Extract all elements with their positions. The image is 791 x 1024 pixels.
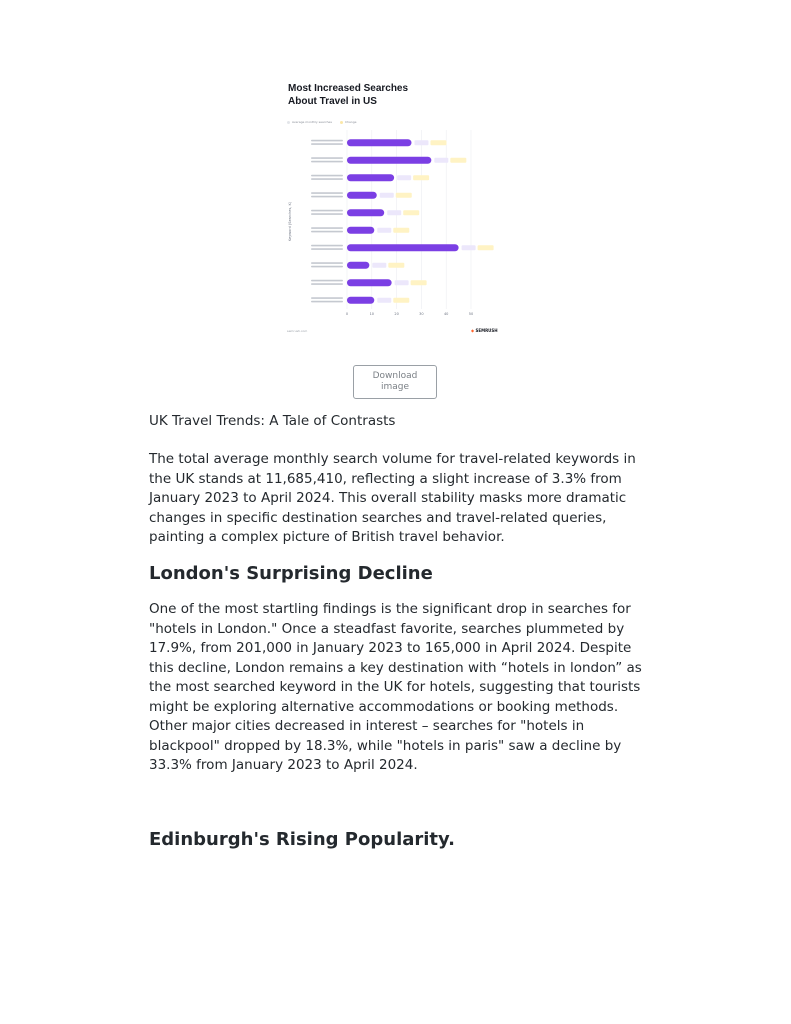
category-label xyxy=(311,301,343,303)
category-label xyxy=(311,192,343,194)
data-label xyxy=(462,245,476,250)
data-label xyxy=(397,175,411,180)
bar-chart xyxy=(281,126,511,316)
data-label xyxy=(380,193,394,198)
change-label xyxy=(393,298,409,303)
change-label xyxy=(403,210,419,215)
bar xyxy=(347,209,384,216)
change-label xyxy=(478,245,494,250)
change-label xyxy=(411,280,427,285)
paragraph-london: One of the most startling findings is the significant drop in searches for "hotels in London." Once a steadfast favorite, searches plummeted by 17.9%, from 201,000 in January 2023 to 165,000 in April 2024. Despite this decline, London remains a key destination with “hotels in london” as the most searched keyword in the UK for hotels, suggesting that tourists might be exploring alternative accommodations or booking methods. Other major cities decreased in interest – searches for "hotels in blackpool" dropped by 18.3%, while "hotels in paris" saw a decline by 33.3% from January 2023 to April 2024. xyxy=(149,601,642,773)
change-label xyxy=(430,140,446,145)
x-tick-label: 30 xyxy=(419,312,424,316)
category-label xyxy=(311,161,343,163)
data-label xyxy=(377,298,391,303)
data-label xyxy=(377,228,391,233)
category-label xyxy=(311,262,343,264)
data-label xyxy=(395,280,409,285)
category-label xyxy=(311,227,343,229)
section-label: UK Travel Trends: A Tale of Contrasts xyxy=(149,413,396,429)
y-axis-label: Keyword (Searches, K) xyxy=(288,201,292,242)
category-label xyxy=(311,245,343,247)
category-label xyxy=(311,157,343,159)
data-label xyxy=(387,210,401,215)
category-label xyxy=(311,231,343,233)
category-label xyxy=(311,297,343,299)
category-label xyxy=(311,143,343,145)
category-label xyxy=(311,248,343,250)
bar xyxy=(347,262,369,269)
x-tick-label: 40 xyxy=(443,312,449,316)
bar xyxy=(347,279,392,286)
legend-item-searches: Average monthly searches xyxy=(287,120,332,124)
chart-legend xyxy=(287,120,356,124)
heading-london-decline: London's Surprising Decline xyxy=(149,563,433,584)
change-label xyxy=(413,175,429,180)
bar xyxy=(347,192,377,199)
legend-item-change: Change xyxy=(340,120,357,124)
x-tick-label: 20 xyxy=(394,312,399,316)
x-tick-label: 0 xyxy=(345,312,349,316)
heading-edinburgh: Edinburgh's Rising Popularity. xyxy=(149,829,455,850)
bar xyxy=(347,244,459,251)
brand-flame-icon: ◆ xyxy=(471,328,475,333)
bar xyxy=(347,157,431,164)
data-label xyxy=(372,263,386,268)
x-tick-label: 50 xyxy=(468,312,474,316)
category-label xyxy=(311,210,343,212)
category-label xyxy=(311,175,343,177)
download-image-button[interactable]: Download image xyxy=(353,365,437,399)
bar xyxy=(347,297,374,304)
x-tick-label: 10 xyxy=(369,312,375,316)
category-label xyxy=(311,140,343,142)
bar xyxy=(347,174,394,181)
category-label xyxy=(311,196,343,198)
change-label xyxy=(393,228,409,233)
category-label xyxy=(311,280,343,282)
category-label xyxy=(311,178,343,180)
chart-source: semrush.com xyxy=(287,329,308,333)
chart-title: Most Increased Searches About Travel in US xyxy=(288,83,409,107)
change-label xyxy=(396,193,412,198)
category-label xyxy=(311,283,343,285)
brand-logo: ◆ SEMRUSH xyxy=(471,328,498,333)
change-label xyxy=(450,158,466,163)
change-label xyxy=(388,263,404,268)
bar xyxy=(347,227,374,234)
chart-figure xyxy=(281,76,511,338)
data-label xyxy=(434,158,448,163)
category-label xyxy=(311,266,343,268)
data-label xyxy=(414,140,428,145)
category-label xyxy=(311,213,343,215)
paragraph-uk-overview: The total average monthly search volume for travel-related keywords in the UK stands at 11,685,410, reflecting a slight increase of 3.3% from January 2023 to April 2024. This overall stability masks more dramatic changes in specific destination searches and travel-related queries, painting a complex picture of British travel behavior. xyxy=(149,451,636,545)
bar xyxy=(347,139,411,146)
